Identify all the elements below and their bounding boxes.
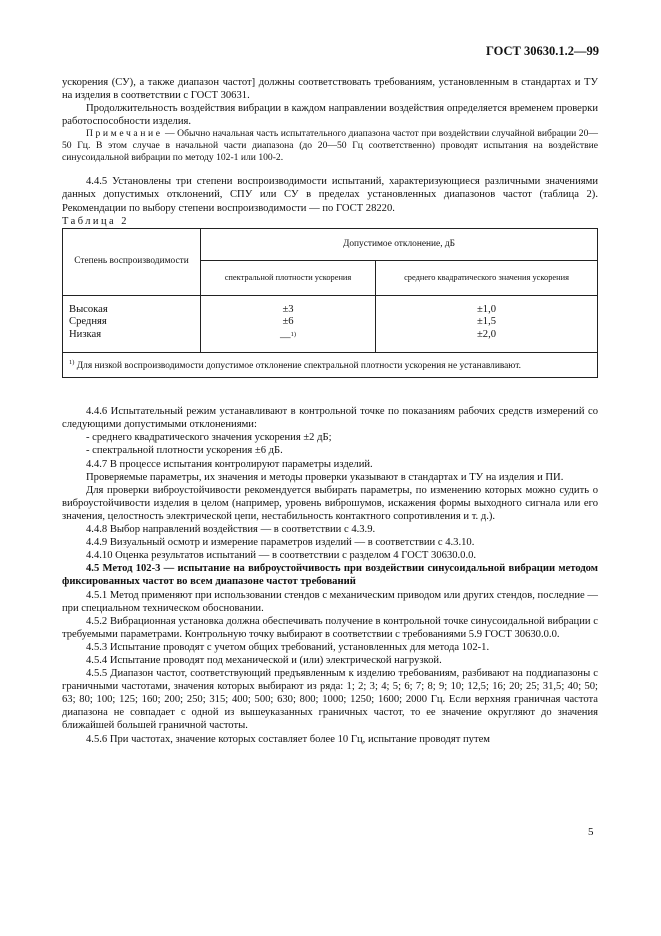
paragraph: - спектральной плотности ускорения ±6 дБ. [86,445,283,457]
table-data-row [63,295,598,352]
paragraph: 4.5.5 Диапазон частот, соответствующий предъявленным к изделию требованиям, разбивают на поддиапазоны с граничными частотами, значения которых выбирают из ряда: 1; 2; 3; 4; 5; 6; 7; 8; 9; 10; 12,5; 16; 20; 25; 31,5; 40; 50; 63; 80; 100; 125; 160; 200; 250; 315; 400; 500; 630; 800; 1000; 1250; 1600; 2000 Гц. Если верхняя граничная частота диапазона не совпадает с одной из вышеуказанных граничных частот, то ее значение округляют до значения ближайшей большей граничной частоты. [62,668,598,732]
note-text: — Обычно начальная часть испытательного диапазона частот при воздействии случайной вибрации 20—50 Гц. В этом случае в начальной части диапазона (до 20—50 Гц соответственно) проводят испытания на воздействие синусоидальной вибрации по методу 102-1 или 100-2. [62,128,598,164]
paragraph: Для проверки виброустойчивости рекомендуется выбирать параметры, по изменению которых можно судить о виброустойчивости изделия в целом (например, уровень виброшумов, искажения формы выходного сигнала или его значения, целостность электрической цепи, нестабильность контактного сопротивления и т. д.). [62,484,598,522]
spu-high: ±3 [282,303,294,315]
table-header-spu: спектральной плотности ускорения [201,260,376,295]
paragraph: 4.5.6 При частотах, значение которых составляет более 10 Гц, испытание проводят путем [86,733,490,745]
paragraph: 4.4.6 Испытательный режим устанавливают в контрольной точке по показаниям рабочих средств измерений со следующими допустимыми отклонениями: [62,406,598,431]
paragraph: Продолжительность воздействия вибрации в каждом направлении воздействия определяется временем проверки работоспособности изделия. [62,103,598,128]
table-cell-spu-values [201,295,376,352]
table-cell-degrees [63,295,201,352]
footnote-mark: 1) [69,359,75,367]
degree-high: Высокая [69,303,108,315]
degree-low: Низкая [69,328,102,340]
paragraph-4-4-5: 4.4.5 Установлены три степени воспроизводимости испытаний, характеризующиеся различными значениями данных допустимых отклонений, СПУ или СУ в пределах установленных диапазонов частот (таблица 2). Рекомендации по выбору степени воспроизводимости — по ГОСТ 28220. [62,176,598,214]
table-header-group: Допустимое отклонение, дБ [201,228,598,260]
paragraph: 4.5 Метод 102-3 — испытание на виброустойчивость при воздействии синусоидальной вибрации методом фиксированных частот во всем диапазоне частот требований [62,563,598,588]
su-medium: ±1,5 [476,316,497,328]
paragraph: 4.5.1 Метод применяют при использовании стендов с механическим приводом или других стендов, последние — при специальном техническом обосновании. [62,589,598,614]
paragraph: 4.4.8 Выбор направлений воздействия — в соответствии с 4.3.9. [86,524,376,536]
degree-medium: Средняя [69,316,107,328]
table-caption: Таблица 2 [62,215,129,227]
table-header-degree: Степень воспроизводимости [63,228,201,295]
table-header-su: среднего квадратического значения ускорения [376,260,598,295]
paragraph: - среднего квадратического значения ускорения ±2 дБ; [86,432,332,444]
paragraph: 4.4.10 Оценка результатов испытаний — в соответствии с разделом 4 ГОСТ 30630.0.0. [86,550,477,562]
spu-medium: ±6 [282,316,294,328]
footnote-text: Для низкой воспроизводимости допустимое отклонение спектральной плотности ускорения не устанавливают. [74,361,521,372]
paragraph: Проверяемые параметры, их значения и методы проверки указывают в стандартах и ТУ на изделия и ПИ. [86,471,564,483]
paragraph: 4.5.2 Вибрационная установка должна обеспечивать получение в контрольной точке синусоидальной вибрации с требуемыми параметрами. Контрольную точку выбирают в соответствии с требованиями 5.9 ГОСТ 30630.0.0. [62,615,598,640]
paragraph: ускорения (СУ), а также диапазон частот] должны соответствовать требованиям, установленным в стандартах и ТУ на изделия в соответствии с ГОСТ 30631. [62,77,598,102]
table-2 [62,228,598,378]
note-paragraph [62,128,598,164]
paragraph: 4.4.9 Визуальный осмотр и измерение параметров изделий — в соответствии с 4.3.10. [86,537,475,549]
note-label: Примечание [86,128,163,140]
paragraph: 4.5.4 Испытание проводят под механической и (или) электрической нагрузкой. [86,654,442,666]
document-number-header: ГОСТ 30630.1.2—99 [485,44,599,58]
su-high: ±1,0 [476,303,497,315]
page-number: 5 [588,826,594,838]
paragraph: 4.5.3 Испытание проводят с учетом общих требований, установленных для метода 102-1. [86,641,490,653]
paragraph: 4.4.7 В процессе испытания контролируют параметры изделий. [86,458,373,470]
table-footnote [63,353,598,378]
spu-low-value: — [279,332,291,344]
table-cell-su-values [376,295,598,352]
spu-low [201,329,375,345]
paragraph-list [62,405,598,745]
document-body [62,76,598,746]
footnote-ref: 1) [290,330,296,338]
su-low: ±2,0 [476,328,497,340]
